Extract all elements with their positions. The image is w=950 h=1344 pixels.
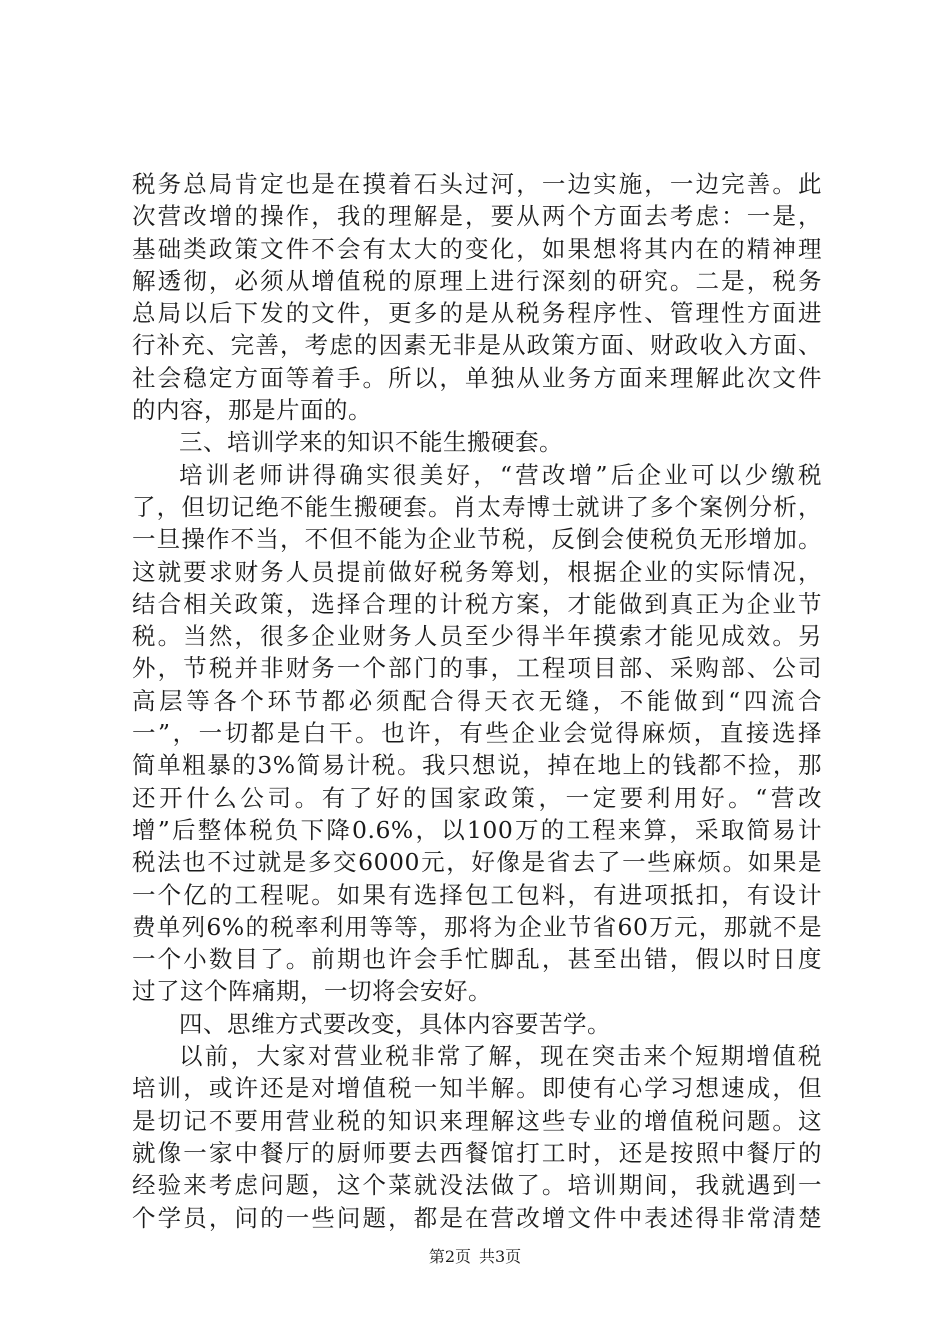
text-line: 一个小数目了。前期也许会手忙脚乱，甚至出错，假以时日度: [132, 945, 822, 974]
text-line: 了，但切记绝不能生搬硬套。肖太寿博士就讲了多个案例分析，: [132, 492, 822, 521]
text-line: 增”后整体税负下降0.6%，以100万的工程来算，采取简易计: [132, 815, 822, 844]
text-line: 就像一家中餐厅的厨师要去西餐馆打工时，还是按照中餐厅的: [132, 1138, 822, 1167]
text-line: 税。当然，很多企业财务人员至少得半年摸索才能见成效。另: [132, 622, 822, 651]
text-line: 三、培训学来的知识不能生搬硬套。: [179, 428, 563, 457]
text-line: 的内容，那是片面的。: [132, 396, 372, 425]
text-line: 社会稳定方面等着手。所以，单独从业务方面来理解此次文件: [132, 363, 822, 392]
text-line: 培训，或许还是对增值税一知半解。即使有心学习想速成，但: [132, 1074, 822, 1103]
text-line: 是切记不要用营业税的知识来理解这些专业的增值税问题。这: [132, 1106, 822, 1135]
text-line: 一”，一切都是白干。也许，有些企业会觉得麻烦，直接选择: [132, 719, 822, 748]
page-footer: [0, 1247, 950, 1267]
text-line: 解透彻，必须从增值税的原理上进行深刻的研究。二是，税务: [132, 266, 822, 295]
text-line: 基础类政策文件不会有太大的变化，如果想将其内在的精神理: [132, 234, 822, 263]
text-line: 简单粗暴的3%简易计税。我只想说，掉在地上的钱都不捡，那: [132, 751, 822, 780]
text-line: 一个亿的工程呢。如果有选择包工包料，有进项抵扣，有设计: [132, 880, 822, 909]
text-line: 税法也不过就是多交6000元，好像是省去了一些麻烦。如果是: [132, 848, 822, 877]
text-line: 一旦操作不当，不但不能为企业节税，反倒会使税负无形增加。: [132, 525, 822, 554]
text-line: 费单列6%的税率利用等等，那将为企业节省60万元，那就不是: [132, 912, 822, 941]
text-line: 经验来考虑问题，这个菜就没法做了。培训期间，我就遇到一: [132, 1171, 822, 1200]
document-body: [132, 168, 822, 1234]
text-line: 还开什么公司。有了好的国家政策，一定要利用好。“营改: [132, 783, 822, 812]
text-line: 这就要求财务人员提前做好税务筹划，根据企业的实际情况，: [132, 557, 822, 586]
text-line: 次营改增的操作，我的理解是，要从两个方面去考虑：一是，: [132, 202, 822, 231]
text-line: 以前，大家对营业税非常了解，现在突击来个短期增值税: [179, 1042, 822, 1071]
text-line: 过了这个阵痛期，一切将会安好。: [132, 977, 492, 1006]
text-line: 总局以后下发的文件，更多的是从税务程序性、管理性方面进: [132, 299, 822, 328]
page-number: 第2页: [428, 1247, 471, 1266]
text-line: 高层等各个环节都必须配合得天衣无缝，不能做到“四流合: [132, 686, 822, 715]
text-line: 结合相关政策，选择合理的计税方案，才能做到真正为企业节: [132, 589, 822, 618]
text-line: 行补充、完善，考虑的因素无非是从政策方面、财政收入方面、: [132, 331, 822, 360]
text-line: 个学员，问的一些问题，都是在营改增文件中表述得非常清楚: [132, 1203, 822, 1232]
text-line: 培训老师讲得确实很美好，“营改增”后企业可以少缴税: [179, 460, 822, 489]
text-line: 税务总局肯定也是在摸着石头过河，一边实施，一边完善。此: [132, 170, 822, 198]
page-total: 共3页: [479, 1247, 522, 1266]
text-line: 外，节税并非财务一个部门的事，工程项目部、采购部、公司: [132, 654, 822, 683]
text-line: 四、思维方式要改变，具体内容要苦学。: [179, 1009, 611, 1038]
